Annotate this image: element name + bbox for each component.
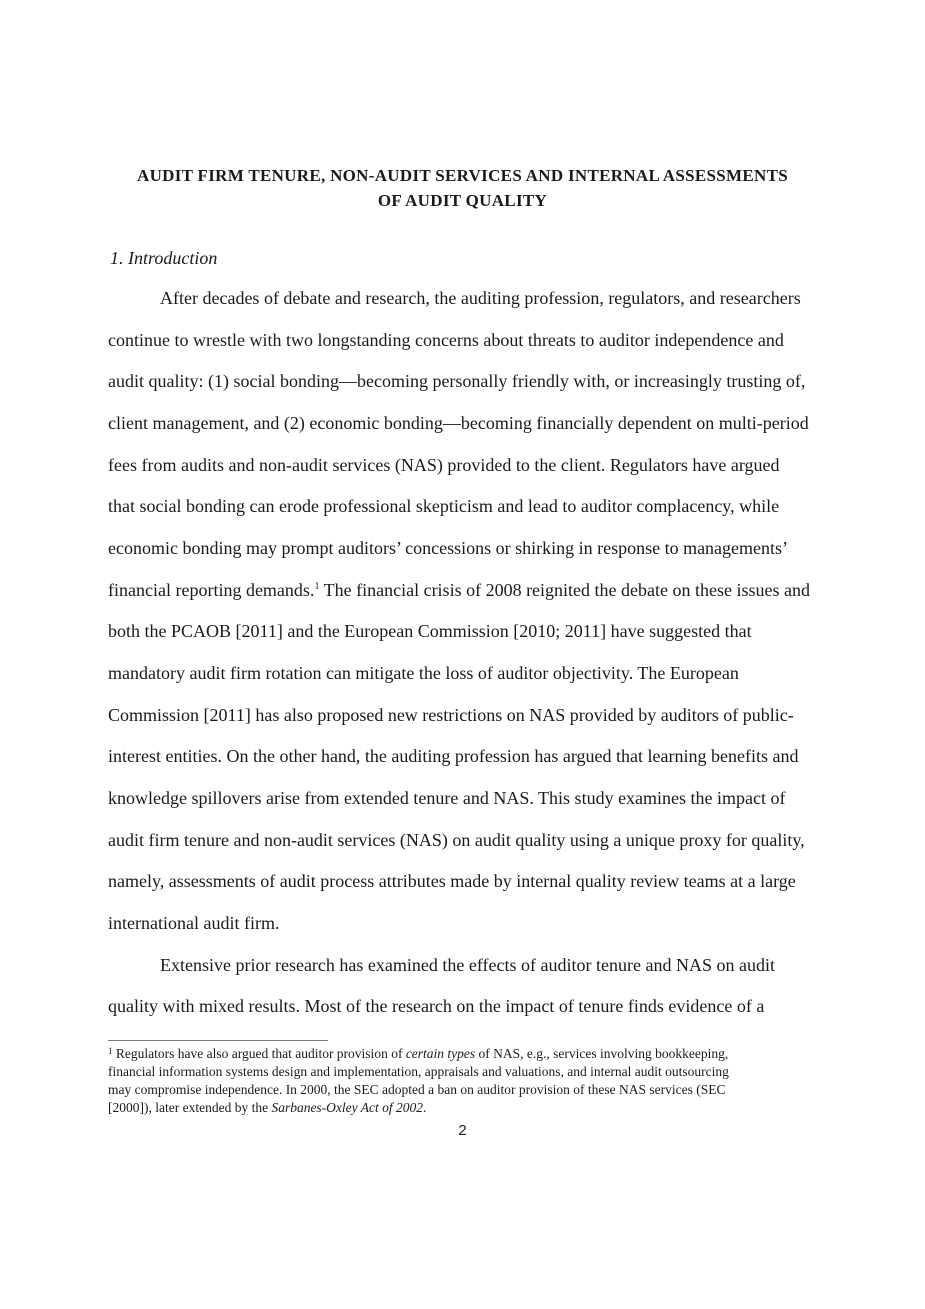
body-line: namely, assessments of audit process attributes made by internal quality review teams at a large — [108, 871, 796, 891]
body-text: financial reporting demands. — [108, 580, 315, 600]
footnote-line — [108, 1100, 426, 1116]
body-line: interest entities. On the other hand, the auditing profession has argued that learning benefits and — [108, 746, 799, 766]
footnote-line: financial information systems design and implementation, appraisals and valuations, and internal audit outsourcing — [108, 1064, 729, 1079]
footnote-reference[interactable]: 1 — [314, 581, 320, 592]
body-line: After decades of debate and research, the auditing profession, regulators, and researchers — [160, 288, 801, 308]
body-line: knowledge spillovers arise from extended tenure and NAS. This study examines the impact of — [108, 788, 786, 808]
body-line — [108, 580, 810, 601]
body-line: fees from audits and non-audit services (NAS) provided to the client. Regulators have argued — [108, 455, 780, 475]
footnote-divider — [108, 1040, 328, 1041]
body-text: The financial crisis of 2008 reignited the debate on these issues and — [323, 580, 810, 600]
footnote-marker: 1 — [108, 1046, 113, 1056]
body-line: quality with mixed results. Most of the research on the impact of tenure finds evidence of a — [108, 996, 765, 1016]
body-line: Extensive prior research has examined the effects of auditor tenure and NAS on audit — [160, 955, 775, 975]
footnote-text: Regulators have also argued that auditor provision of — [115, 1046, 406, 1061]
body-line: continue to wrestle with two longstanding concerns about threats to auditor independence and — [108, 330, 784, 350]
footnote-text: . — [423, 1100, 427, 1115]
footnote-line: may compromise independence. In 2000, the SEC adopted a ban on auditor provision of these NAS services (SEC — [108, 1082, 726, 1097]
body-line: mandatory audit firm rotation can mitigate the loss of auditor objectivity. The European — [108, 663, 739, 683]
paper-title-line-2: OF AUDIT QUALITY — [377, 191, 548, 210]
body-line: Commission [2011] has also proposed new restrictions on NAS provided by auditors of public- — [108, 705, 794, 725]
footnote-text-italic: Sarbanes-Oxley Act of 2002 — [271, 1100, 424, 1115]
section-heading: 1. Introduction — [110, 248, 218, 268]
body-line: audit quality: (1) social bonding—becoming personally friendly with, or increasingly trusting of, — [108, 371, 806, 391]
body-line: both the PCAOB [2011] and the European Commission [2010; 2011] have suggested that — [108, 621, 752, 641]
page-number: 2 — [458, 1122, 467, 1139]
body-line: economic bonding may prompt auditors’ concessions or shirking in response to managements’ — [108, 538, 789, 558]
paper-title-line-1: AUDIT FIRM TENURE, NON-AUDIT SERVICES AND INTERNAL ASSESSMENTS — [137, 166, 788, 185]
footnote-text: of NAS, e.g., services involving bookkeeping, — [475, 1046, 729, 1061]
footnote-text-italic: certain types — [405, 1046, 476, 1061]
body-line: international audit firm. — [108, 913, 280, 933]
body-line: audit firm tenure and non-audit services (NAS) on audit quality using a unique proxy for quality, — [108, 830, 805, 850]
footnote-line — [108, 1046, 728, 1062]
footnote-text: [2000]), later extended by the — [108, 1100, 272, 1115]
body-line: client management, and (2) economic bonding—becoming financially dependent on multi-period — [108, 413, 809, 433]
paper-title — [100, 163, 825, 213]
body-line: that social bonding can erode professional skepticism and lead to auditor complacency, while — [108, 496, 780, 516]
